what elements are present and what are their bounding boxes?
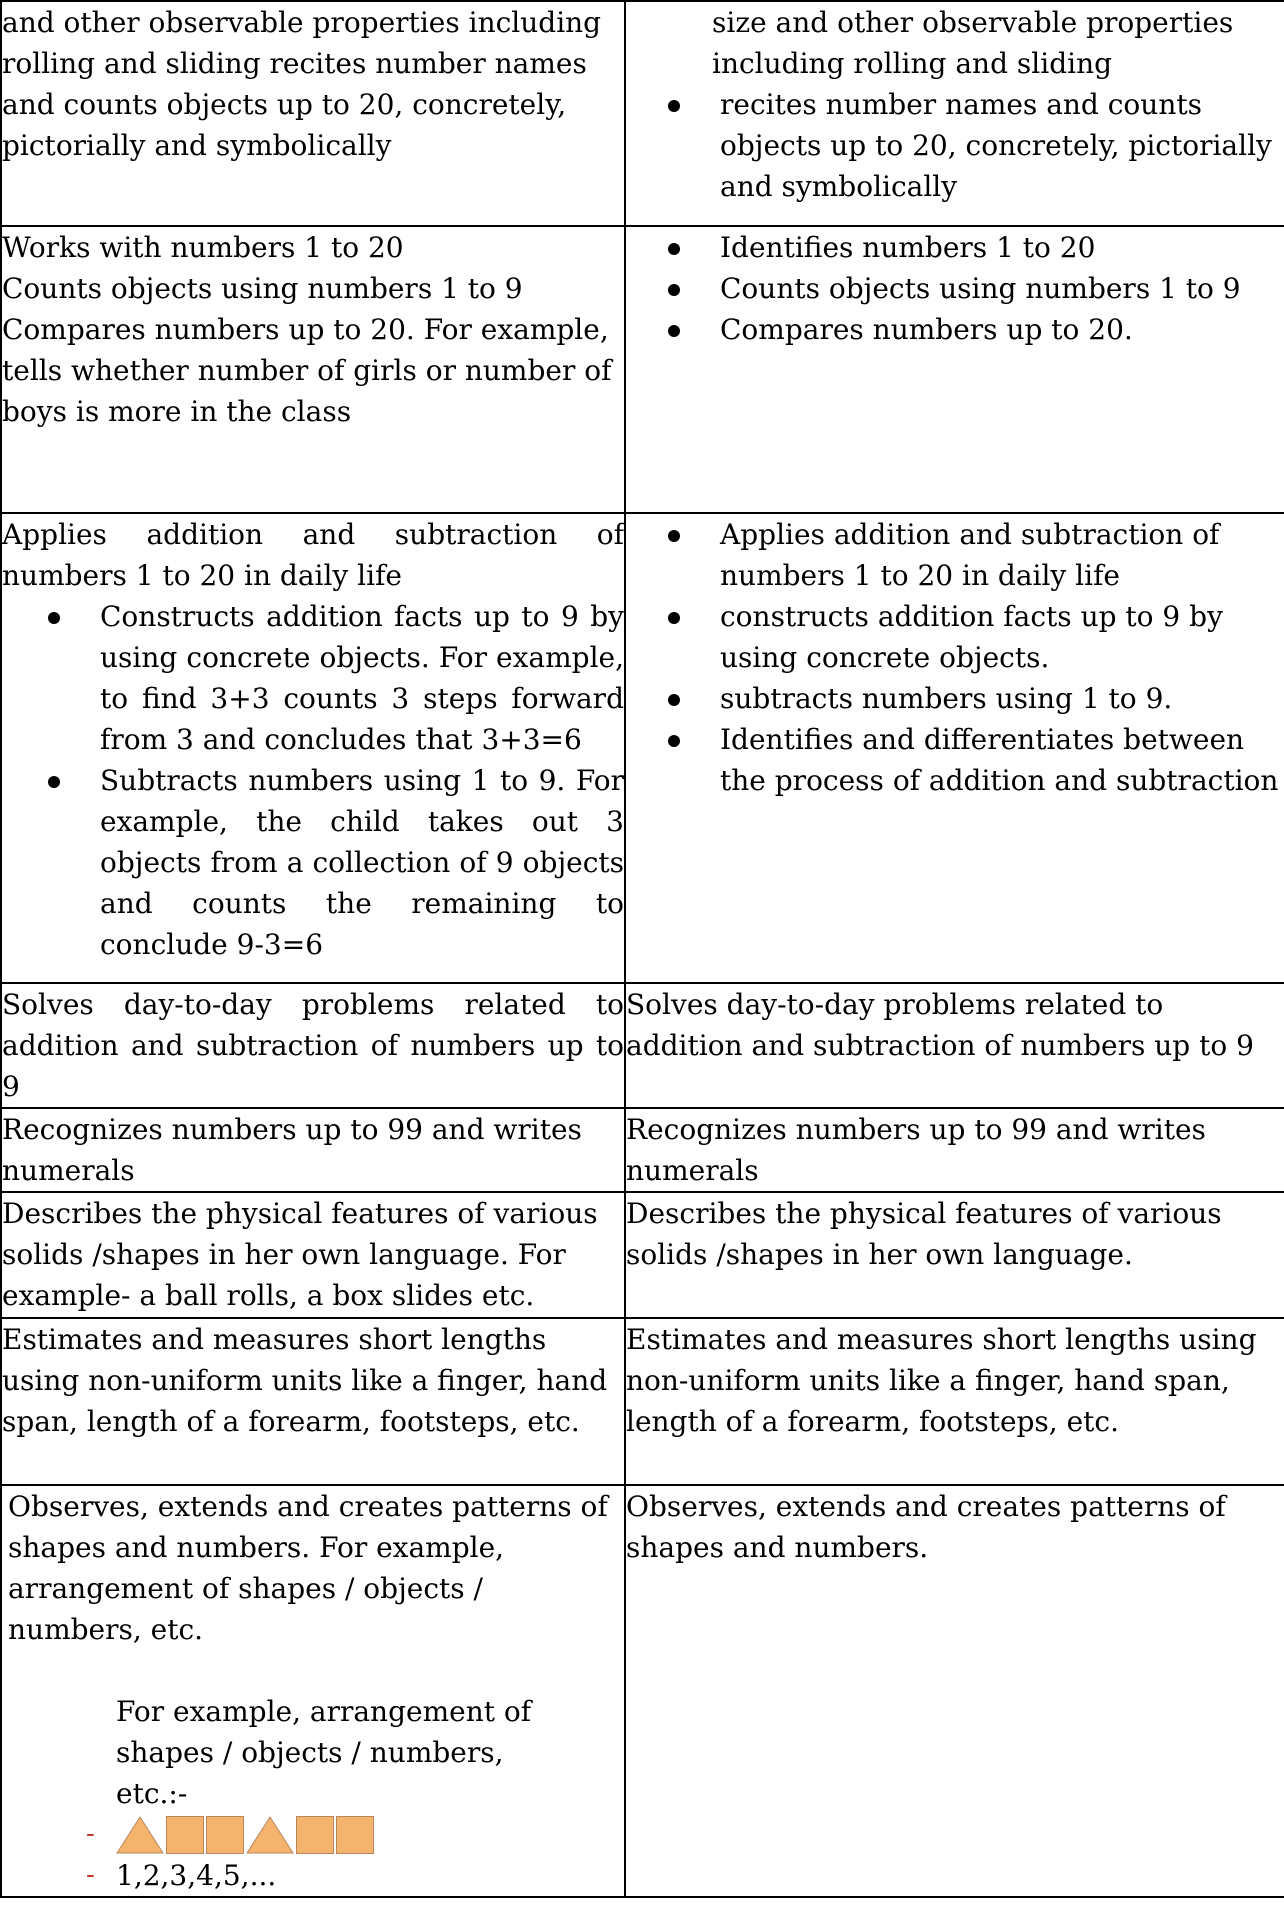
bullet-icon — [668, 325, 680, 337]
cell-text: Solves day-to-day problems related to addition and subtraction of numbers up to 9 — [2, 988, 624, 1103]
bullet-icon — [48, 776, 60, 788]
table-cell — [625, 1485, 1284, 1897]
table-cell — [1, 1485, 625, 1897]
square-shape-icon — [166, 1816, 204, 1854]
shape-pattern-row — [2, 1814, 624, 1855]
bullet-icon — [668, 530, 680, 542]
table-cell — [625, 1108, 1284, 1192]
table-cell — [625, 1, 1284, 226]
list-item: subtracts numbers using 1 to 9. — [626, 678, 1284, 719]
cell-text: and other observable properties including rolling and sliding recites number names and counts objects up to 20, concretely, pictorially and symbolically — [2, 6, 602, 162]
list-item: constructs addition facts up to 9 by using concrete objects. — [626, 596, 1284, 678]
cell-text: Solves day-to-day problems related to addition and subtraction of numbers up to 9 — [626, 988, 1254, 1062]
table-row — [1, 1108, 1284, 1192]
shape-sequence — [116, 1814, 624, 1854]
bullet-list — [626, 514, 1284, 801]
cell-text: Observes, extends and creates patterns of shapes and numbers. — [626, 1490, 1226, 1564]
list-item: Identifies and differentiates between the process of addition and subtraction — [626, 719, 1284, 801]
cell-continuation-text: size and other observable properties including rolling and sliding — [712, 6, 1234, 80]
list-item: Counts objects using numbers 1 to 9 — [626, 268, 1284, 309]
cell-text: Recognizes numbers up to 99 and writes numerals — [626, 1113, 1206, 1187]
cell-text: Describes the physical features of various solids /shapes in her own language. For example- a ball rolls, a box slides etc. — [2, 1197, 598, 1312]
dash-marker: - — [86, 1860, 95, 1890]
table-cell — [625, 513, 1284, 983]
table-row — [1, 226, 1284, 513]
cell-text: Observes, extends and creates patterns of shapes and numbers. For example, arrangement of shapes / objects / numbers, etc. — [8, 1490, 608, 1646]
list-item: Constructs addition facts up to 9 by using concrete objects. For example, to find 3+3 counts 3 steps forward from 3 and concludes that 3+3=6 — [2, 596, 624, 760]
bullet-list — [2, 596, 624, 965]
bullet-icon — [48, 612, 60, 624]
list-item: Applies addition and subtraction of numbers 1 to 20 in daily life — [626, 514, 1284, 596]
cell-text: Applies addition and subtraction of numbers 1 to 20 in daily life — [2, 518, 624, 592]
bullet-icon — [668, 735, 680, 747]
bullet-list — [626, 227, 1284, 350]
table-cell — [1, 513, 625, 983]
table-row — [1, 983, 1284, 1108]
triangle-shape-icon — [116, 1816, 164, 1854]
bullet-icon — [668, 243, 680, 255]
table-row — [1, 513, 1284, 983]
list-item: Subtracts numbers using 1 to 9. For example, the child takes out 3 objects from a collection of 9 objects and counts the remaining to conclude 9-3=6 — [2, 760, 624, 965]
table-row — [1, 1318, 1284, 1485]
example-intro: For example, arrangement of shapes / objects / numbers, etc.:- — [116, 1695, 532, 1810]
table-cell — [625, 226, 1284, 513]
table-cell — [1, 1108, 625, 1192]
bullet-icon — [668, 284, 680, 296]
cell-text: Estimates and measures short lengths using non-uniform units like a finger, hand span, length of a forearm, footsteps, etc. — [626, 1323, 1257, 1438]
cell-text: Describes the physical features of various solids /shapes in her own language. — [626, 1197, 1222, 1271]
list-item: Compares numbers up to 20. — [626, 309, 1284, 350]
cell-text: Estimates and measures short lengths using non-uniform units like a finger, hand span, length of a forearm, footsteps, etc. — [2, 1323, 608, 1438]
bullet-list — [626, 84, 1284, 207]
square-shape-icon — [206, 1816, 244, 1854]
bullet-icon — [668, 694, 680, 706]
table-row — [1, 1485, 1284, 1897]
table-cell — [625, 983, 1284, 1108]
table-cell — [1, 983, 625, 1108]
number-pattern-row — [2, 1855, 624, 1896]
table-row — [1, 1, 1284, 226]
dash-marker: - — [86, 1819, 95, 1849]
cell-text: Compares numbers up to 20. For example, tells whether number of girls or number of boys is more in the class — [2, 313, 612, 428]
triangle-shape-icon — [246, 1816, 294, 1854]
list-item: Identifies numbers 1 to 20 — [626, 227, 1284, 268]
table-cell — [1, 226, 625, 513]
table-cell — [625, 1318, 1284, 1485]
table-cell — [1, 1318, 625, 1485]
table-row — [1, 1192, 1284, 1318]
square-shape-icon — [336, 1816, 374, 1854]
list-item: recites number names and counts objects up to 20, concretely, pictorially and symbolically — [626, 84, 1284, 207]
table-cell — [1, 1, 625, 226]
square-shape-icon — [296, 1816, 334, 1854]
cell-text: Works with numbers 1 to 20 — [2, 231, 404, 264]
bullet-icon — [668, 100, 680, 112]
cell-text: Recognizes numbers up to 99 and writes numerals — [2, 1113, 582, 1187]
table-cell — [625, 1192, 1284, 1318]
cell-text: Counts objects using numbers 1 to 9 — [2, 272, 523, 305]
bullet-icon — [668, 612, 680, 624]
number-pattern: 1,2,3,4,5,... — [116, 1859, 277, 1892]
table-cell — [1, 1192, 625, 1318]
